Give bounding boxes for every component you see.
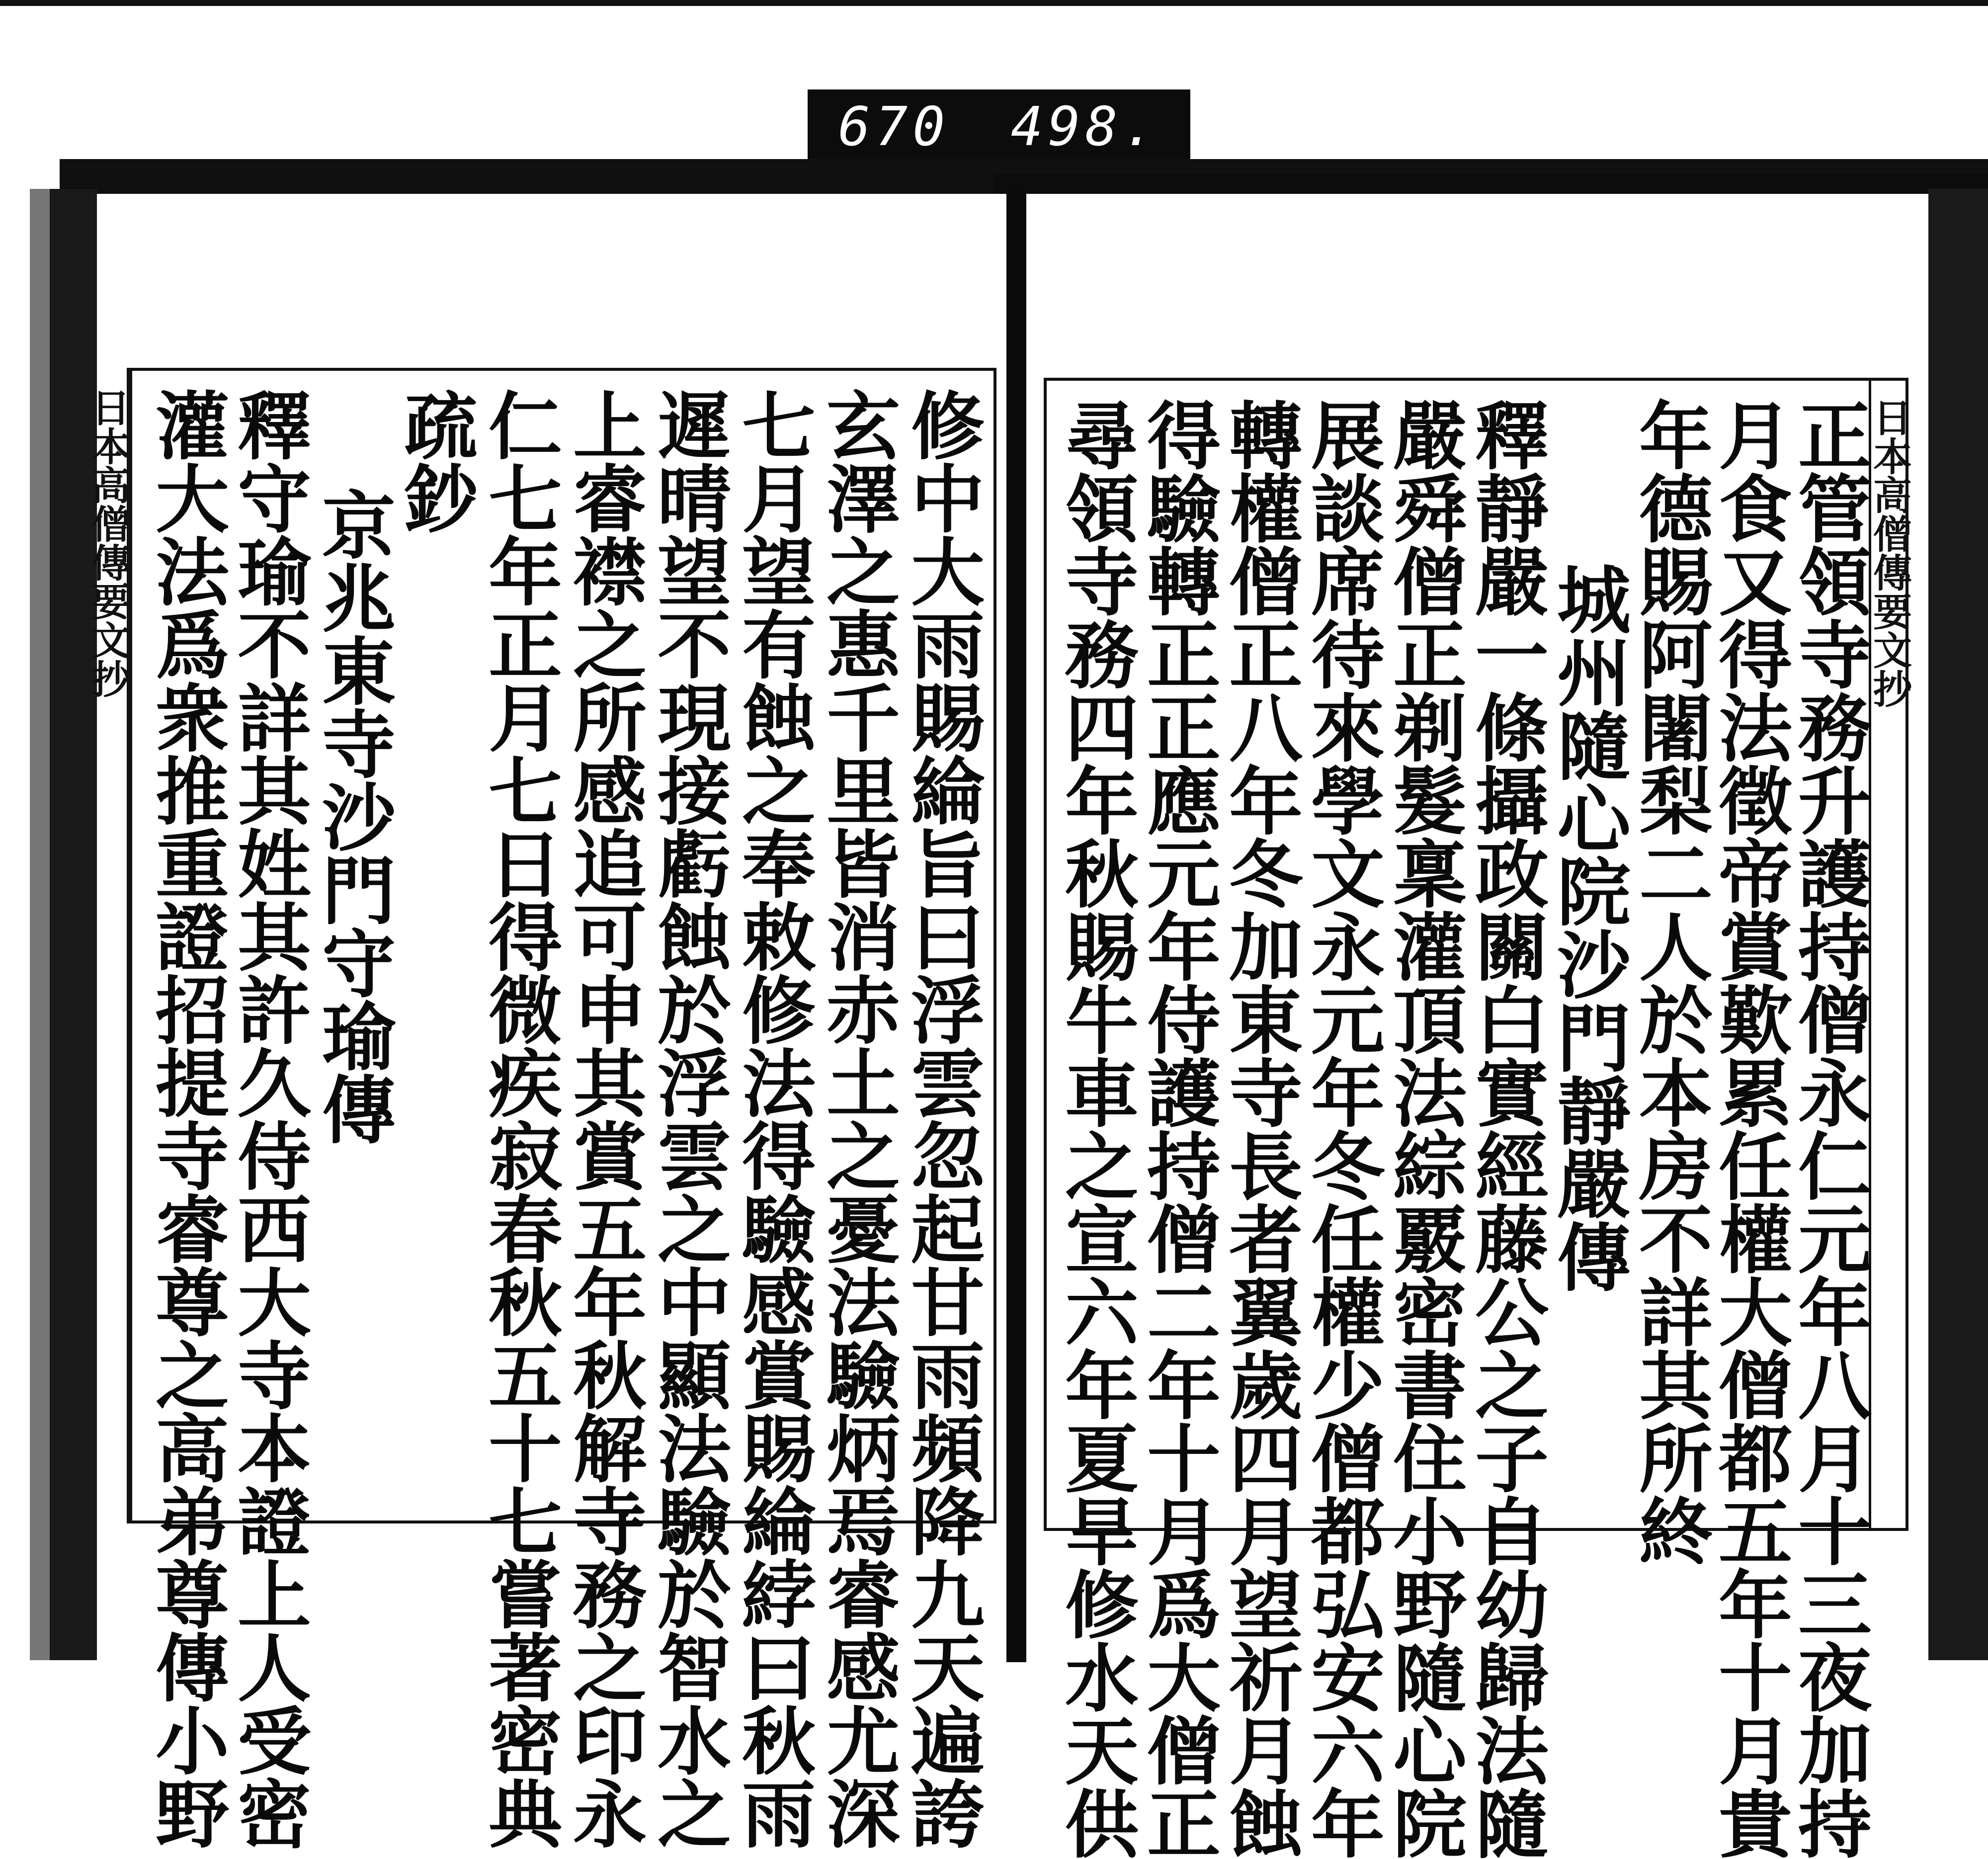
left-text-column: 遲晴望不現接虧蝕於浮雲之中顯法驗於智水之 — [646, 388, 732, 1849]
left-text-column: 釋守瑜不詳其姓其許久侍西大寺本證上人受密 — [226, 388, 312, 1849]
book-right-edge — [1928, 189, 1988, 1660]
left-text-column: 玄澤之惠千里皆消赤土之憂法驗炳焉睿感尤深 — [815, 388, 901, 1849]
right-text-column: 月食又得法徵帝賞歎累任權大僧都五年十月貴 — [1707, 398, 1793, 1859]
right-section-title: 城州隨心院沙門靜嚴傳 — [1545, 562, 1632, 1292]
left-page-header: 日本高僧傳要文抄 — [89, 368, 129, 1523]
scan-frame-number-left: 670 — [838, 95, 950, 158]
left-text-column: 疏鈔 — [392, 388, 479, 534]
right-text-column: 正管領寺務升護持僧永仁元年八月十三夜加持 — [1786, 398, 1873, 1859]
left-text-column: 灌大法爲衆推重證招提寺睿尊之高弟尊傳小野 — [144, 388, 230, 1849]
scan-top-band — [0, 0, 1988, 6]
right-text-column: 年德賜阿闍梨二人於本房不詳其所終 — [1627, 398, 1714, 1567]
left-section-title: 京兆東寺沙門守瑜傳 — [310, 487, 397, 1145]
left-text-column: 仁七年正月七日得微疾寂春秋五十七嘗著密典 — [477, 388, 563, 1849]
right-text-column: 展談席待來學文永元年冬任權少僧都弘安六年 — [1299, 398, 1386, 1859]
left-text-column: 七月望有蝕之奉敕修法得驗感賞賜綸綍曰秋雨 — [730, 388, 817, 1849]
scan-frame-number-right: 498. — [1010, 95, 1160, 158]
right-page-header: 日本高僧傳要文抄 — [1869, 378, 1908, 1531]
right-text-column: 釋靜嚴一條攝政關白實經藤公之子自幼歸法隨 — [1463, 398, 1550, 1859]
right-text-column: 得驗轉正正應元年侍護持僧二年十月爲大僧正 — [1135, 398, 1222, 1859]
book-edge-strip — [30, 189, 50, 1660]
scan-frame-label — [808, 89, 1190, 164]
book-gutter — [1006, 189, 1026, 1662]
right-text-column: 轉權僧正八年冬加東寺長者翼歲四月望祈月蝕 — [1217, 398, 1304, 1859]
right-text-column: 嚴舜僧正剃髮稟灌頂法綜覈密書住小野隨心院 — [1381, 398, 1468, 1859]
right-text-column: 尋領寺務四年秋賜牛車之宣六年夏旱修水天供 — [1053, 398, 1140, 1859]
left-text-column: 修中大雨賜綸旨曰浮雲忽起甘雨頻降九天遍誇 — [899, 388, 986, 1849]
left-text-column: 上睿襟之所感追可申其賞五年秋解寺務之印永 — [561, 388, 648, 1849]
